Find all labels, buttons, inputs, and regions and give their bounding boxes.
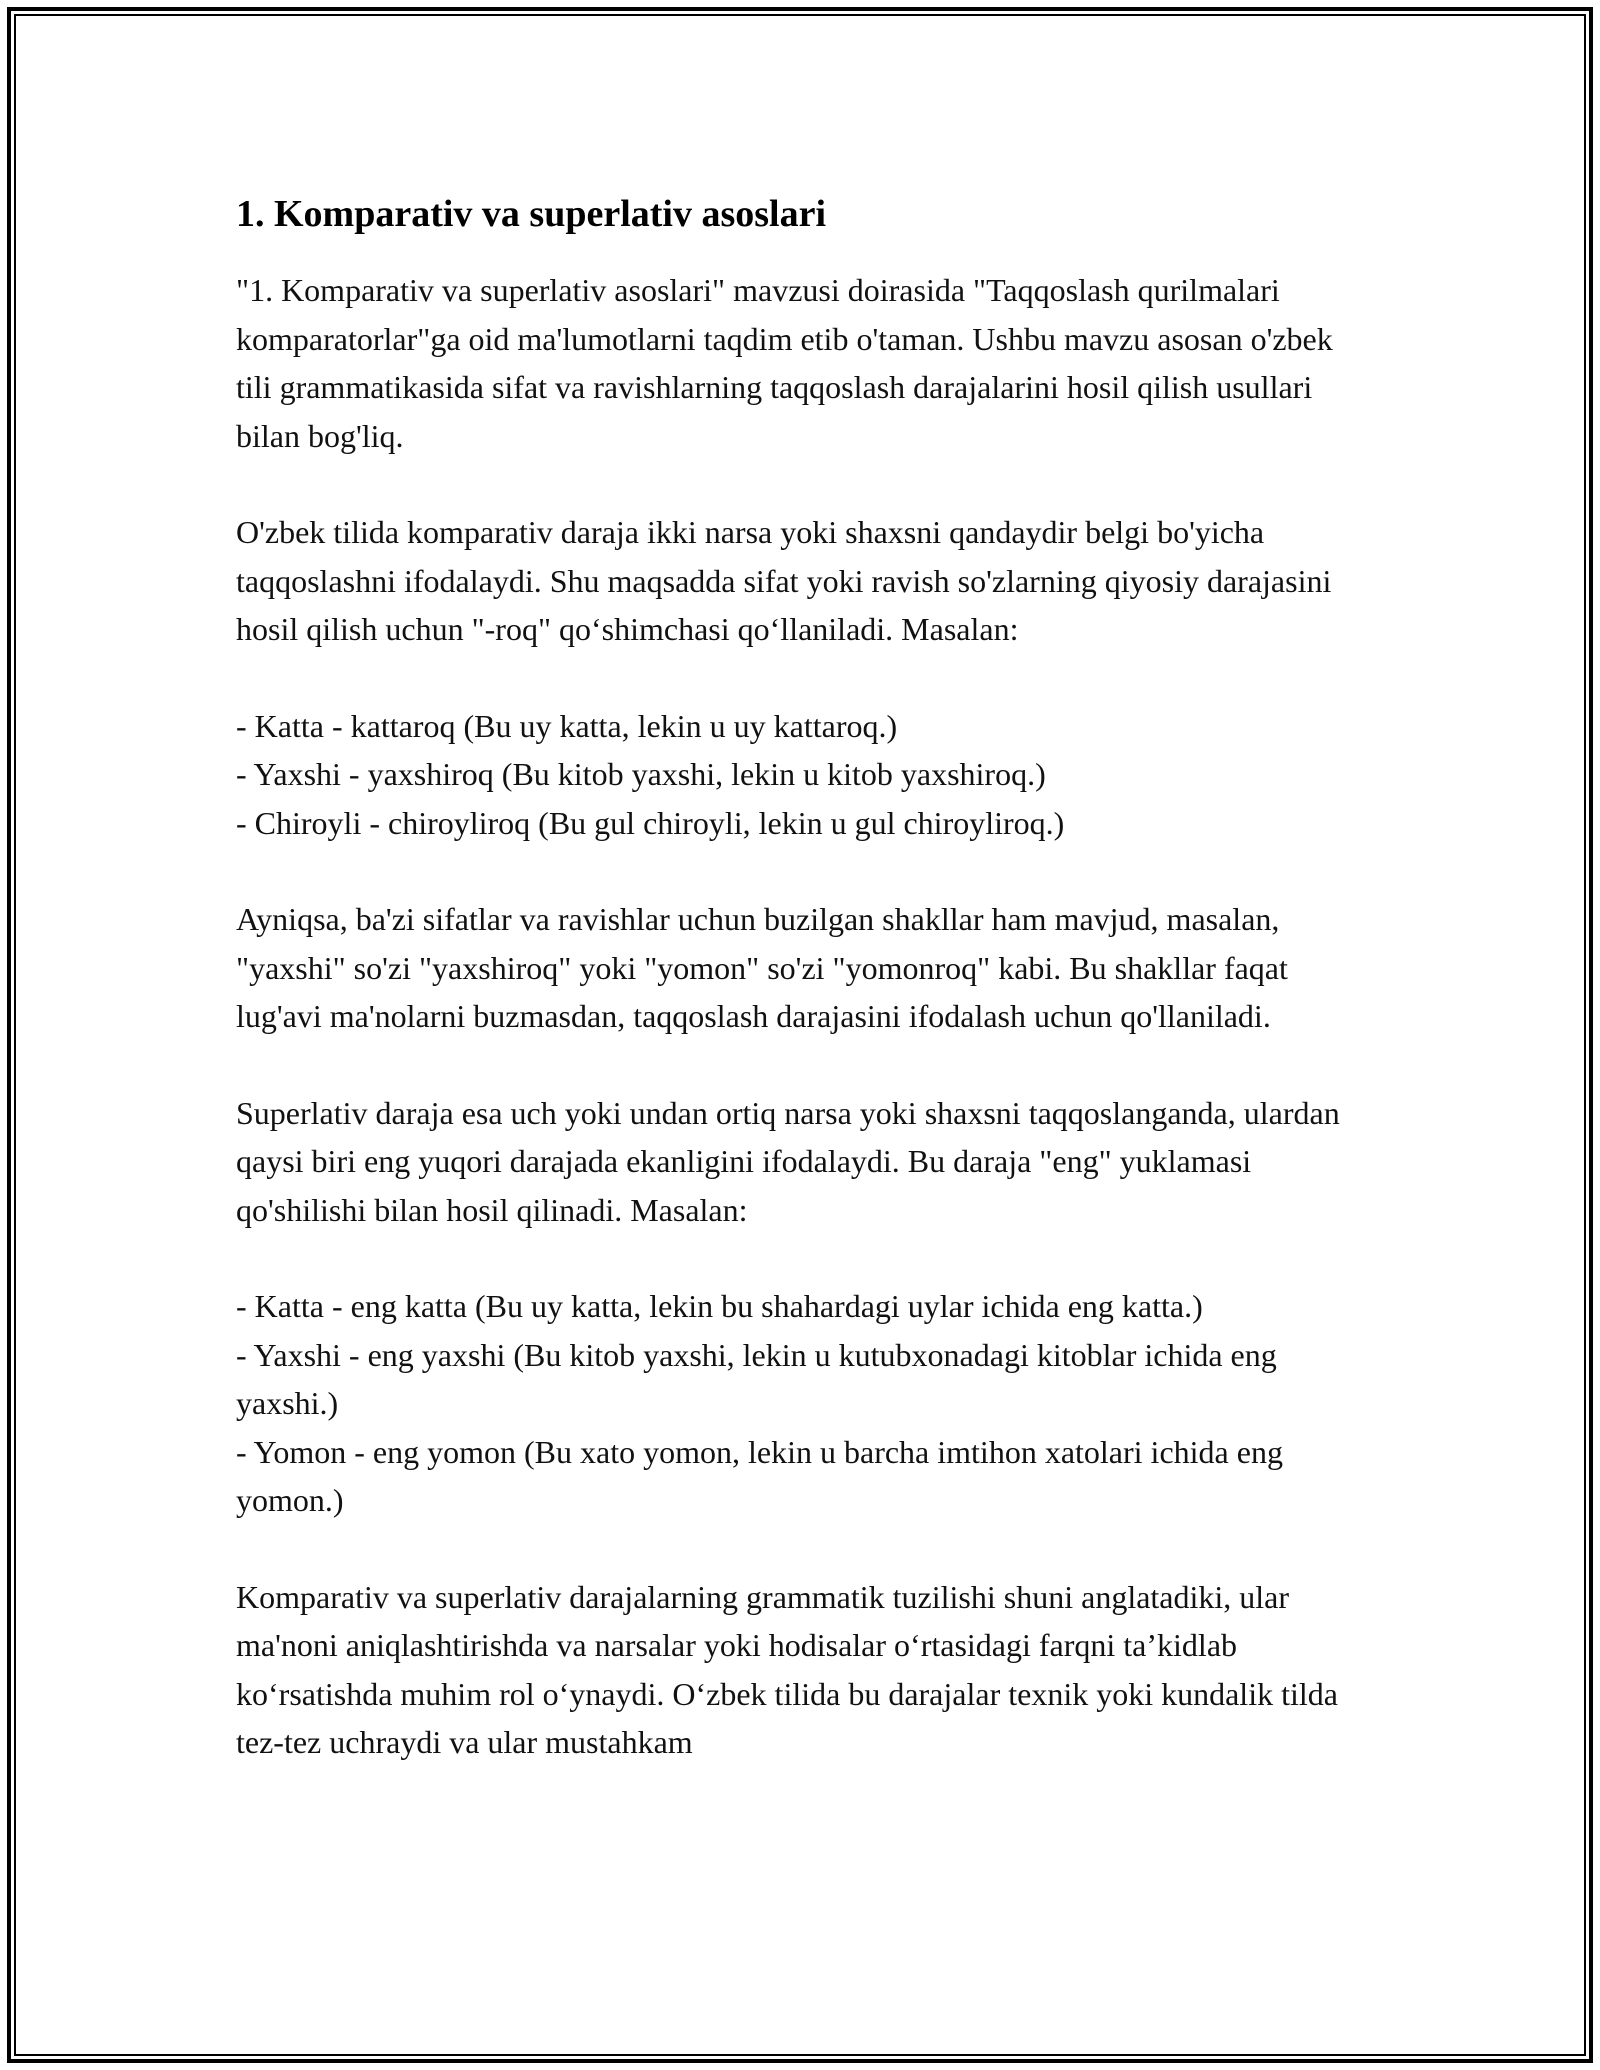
superlative-examples-list [236, 1282, 1366, 1525]
list-item: - Yaxshi - yaxshiroq (Bu kitob yaxshi, lekin u kitob yaxshiroq.) [236, 756, 1046, 792]
document-title: 1. Komparativ va superlativ asoslari [236, 193, 827, 235]
list-item: - Katta - kattaroq (Bu uy katta, lekin u uy kattaroq.) [236, 707, 898, 744]
list-item: - Chiroyli - chiroyliroq (Bu gul chiroyli, lekin u gul chiroyliroq.) [236, 804, 1065, 841]
list-item: - Yaxshi - eng yaxshi (Bu kitob yaxshi, lekin u kutubxonadagi kitoblar ichida eng yaxshi.) [236, 1336, 1277, 1421]
paragraph-intro: "1. Komparativ va superlativ asoslari" mavzusi doirasida "Taqqoslash qurilmalari komparatorlar"ga oid ma'lumotlarni taqdim etib o'taman. Ushbu mavzu asosan o'zbek tili grammatikasida sifat va ravishlarning taqqoslash darajalarini hosil qilish usullari bilan bog'liq. [236, 272, 1333, 454]
paragraph-comparative: O'zbek tilida komparativ daraja ikki narsa yoki shaxsni qandaydir belgi bo'yicha taqqoslashni ifodalaydi. Shu maqsadda sifat yoki ravish so'zlarning qiyosiy darajasini hosil qilish uchun "-roq" qo‘shimchasi qo‘llaniladi. Masalan: [236, 514, 1332, 647]
list-item: - Katta - eng katta (Bu uy katta, lekin bu shahardagi uylar ichida eng katta.) [236, 1288, 1203, 1324]
paragraph-irregular-forms: Ayniqsa, ba'zi sifatlar va ravishlar uchun buzilgan shakllar ham mavjud, masalan, "yaxshi" so'zi "yaxshiroq" yoki "yomon" so'zi "yomonroq" kabi. Bu shakllar faqat lug'avi ma'nolarni buzmasdan, taqqoslash darajasini ifodalash uchun qo'llaniladi. [236, 901, 1288, 1034]
paragraph-conclusion: Komparativ va superlativ darajalarning grammatik tuzilishi shuni anglatadiki, ular ma'noni aniqlashtirishda va narsalar yoki hodisalar o‘rtasidagi farqni ta’kidlab ko‘rsatishda muhim rol o‘ynaydi. O‘zbek tilida bu darajalar texnik yoki kundalik tilda tez-tez uchraydi va ular mustahkam [236, 1578, 1338, 1760]
list-item: - Yomon - eng yomon (Bu xato yomon, lekin u barcha imtihon xatolari ichida eng yomon.) [236, 1433, 1283, 1518]
paragraph-superlative: Superlativ daraja esa uch yoki undan ortiq narsa yoki shaxsni taqqoslanganda, ulardan qaysi biri eng yuqori darajada ekanligini ifodalaydi. Bu daraja "eng" yuklamasi qo'shilishi bilan hosil qilinadi. Masalan: [236, 1094, 1340, 1228]
document-body [236, 186, 1366, 1815]
comparative-examples-list [236, 702, 1366, 848]
